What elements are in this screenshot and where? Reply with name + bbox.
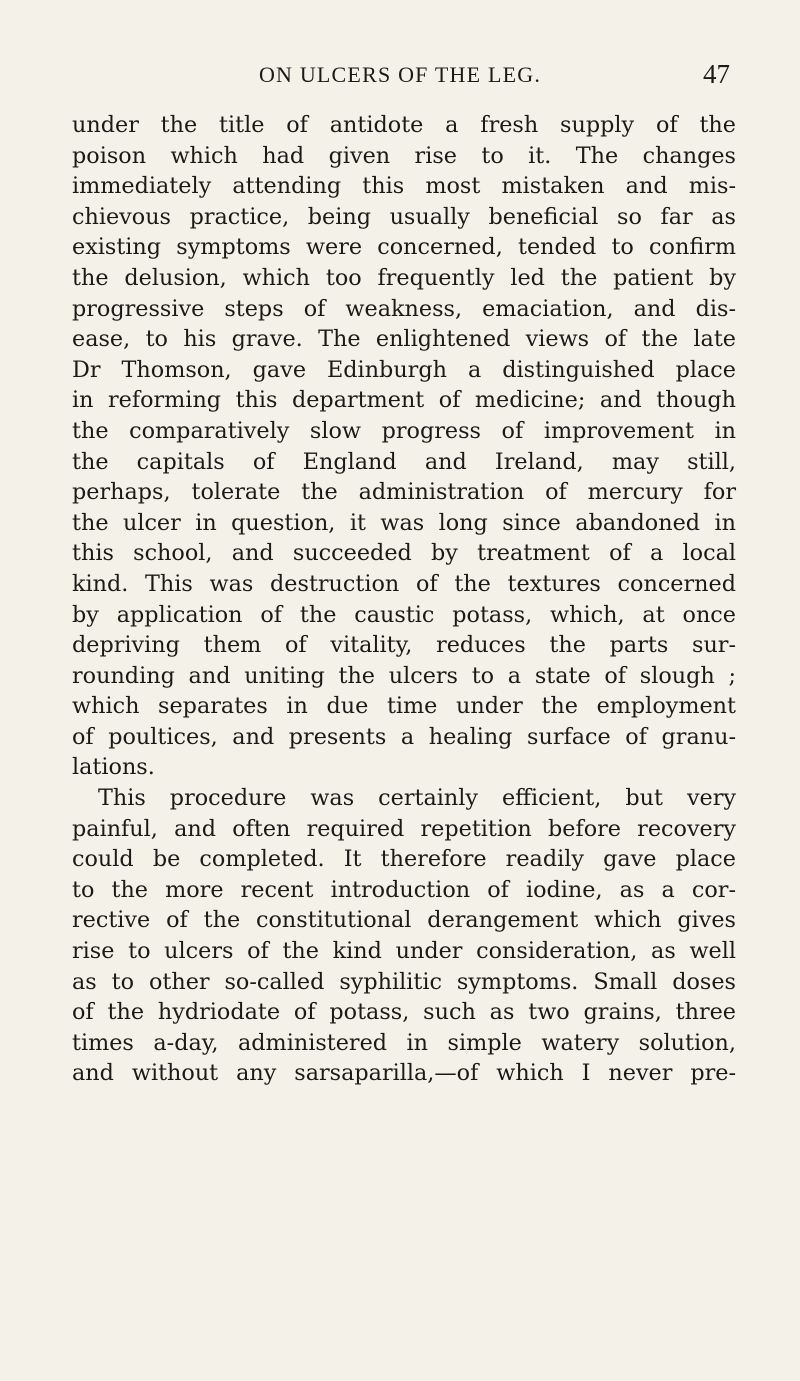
paragraph-start-line: This procedure was certainly efficient, but very (98, 785, 736, 812)
text-line: as to other so-called syphilitic symptoms. Small doses (72, 968, 736, 995)
text-line: under the title of antidote a fresh supply of the (72, 112, 736, 138)
text-line: perhaps, tolerate the administration of mercury for (72, 479, 736, 506)
text-line: to the more recent introduction of iodine, as a cor- (72, 876, 736, 903)
text-line: chievous practice, being usually beneficial so far as (72, 203, 736, 230)
paragraph-end-line: lations. (72, 754, 155, 781)
running-title: ON ULCERS OF THE LEG. (258, 62, 542, 87)
text-line: the delusion, which too frequently led the patient by (72, 264, 736, 291)
running-head (70, 59, 730, 94)
text-line: times a-day, administered in simple watery solution, (72, 1029, 736, 1056)
text-line: by application of the caustic potass, which, at once (72, 601, 736, 628)
text-line: in reforming this department of medicine; and though (72, 387, 736, 414)
text-line: progressive steps of weakness, emaciation, and dis- (72, 295, 736, 322)
text-line: could be completed. It therefore readily gave place (72, 846, 736, 873)
text-line: ease, to his grave. The enlightened views of the late (72, 326, 736, 353)
text-line: the ulcer in question, it was long since abandoned in (72, 509, 736, 536)
text-line: rounding and uniting the ulcers to a state of slough ; (72, 662, 736, 689)
text-line: which separates in due time under the employment (72, 693, 736, 720)
text-line: Dr Thomson, gave Edinburgh a distinguished place (72, 356, 736, 383)
text-line: and without any sarsaparilla,—of which I never pre- (72, 1060, 736, 1087)
text-line: depriving them of vitality, reduces the parts sur- (72, 632, 736, 659)
text-line: of the hydriodate of potass, such as two grains, three (72, 999, 736, 1026)
text-line: the comparatively slow progress of improvement in (72, 417, 736, 444)
text-line: poison which had given rise to it. The changes (72, 142, 736, 169)
page-number: 47 (703, 59, 730, 89)
text-line: painful, and often required repetition before recovery (72, 815, 736, 842)
text-line: immediately attending this most mistaken and mis- (72, 173, 736, 200)
text-line: the capitals of England and Ireland, may still, (72, 448, 736, 475)
text-line: of poultices, and presents a healing surface of granu- (72, 723, 736, 750)
text-line: existing symptoms were concerned, tended to confirm (72, 234, 736, 261)
text-line: this school, and succeeded by treatment of a local (72, 540, 736, 567)
text-line: kind. This was destruction of the textures concerned (72, 570, 736, 597)
text-line: rise to ulcers of the kind under consideration, as well (72, 938, 736, 965)
text-line: rective of the constitutional derangement which gives (72, 907, 736, 934)
body-text (72, 110, 736, 1089)
